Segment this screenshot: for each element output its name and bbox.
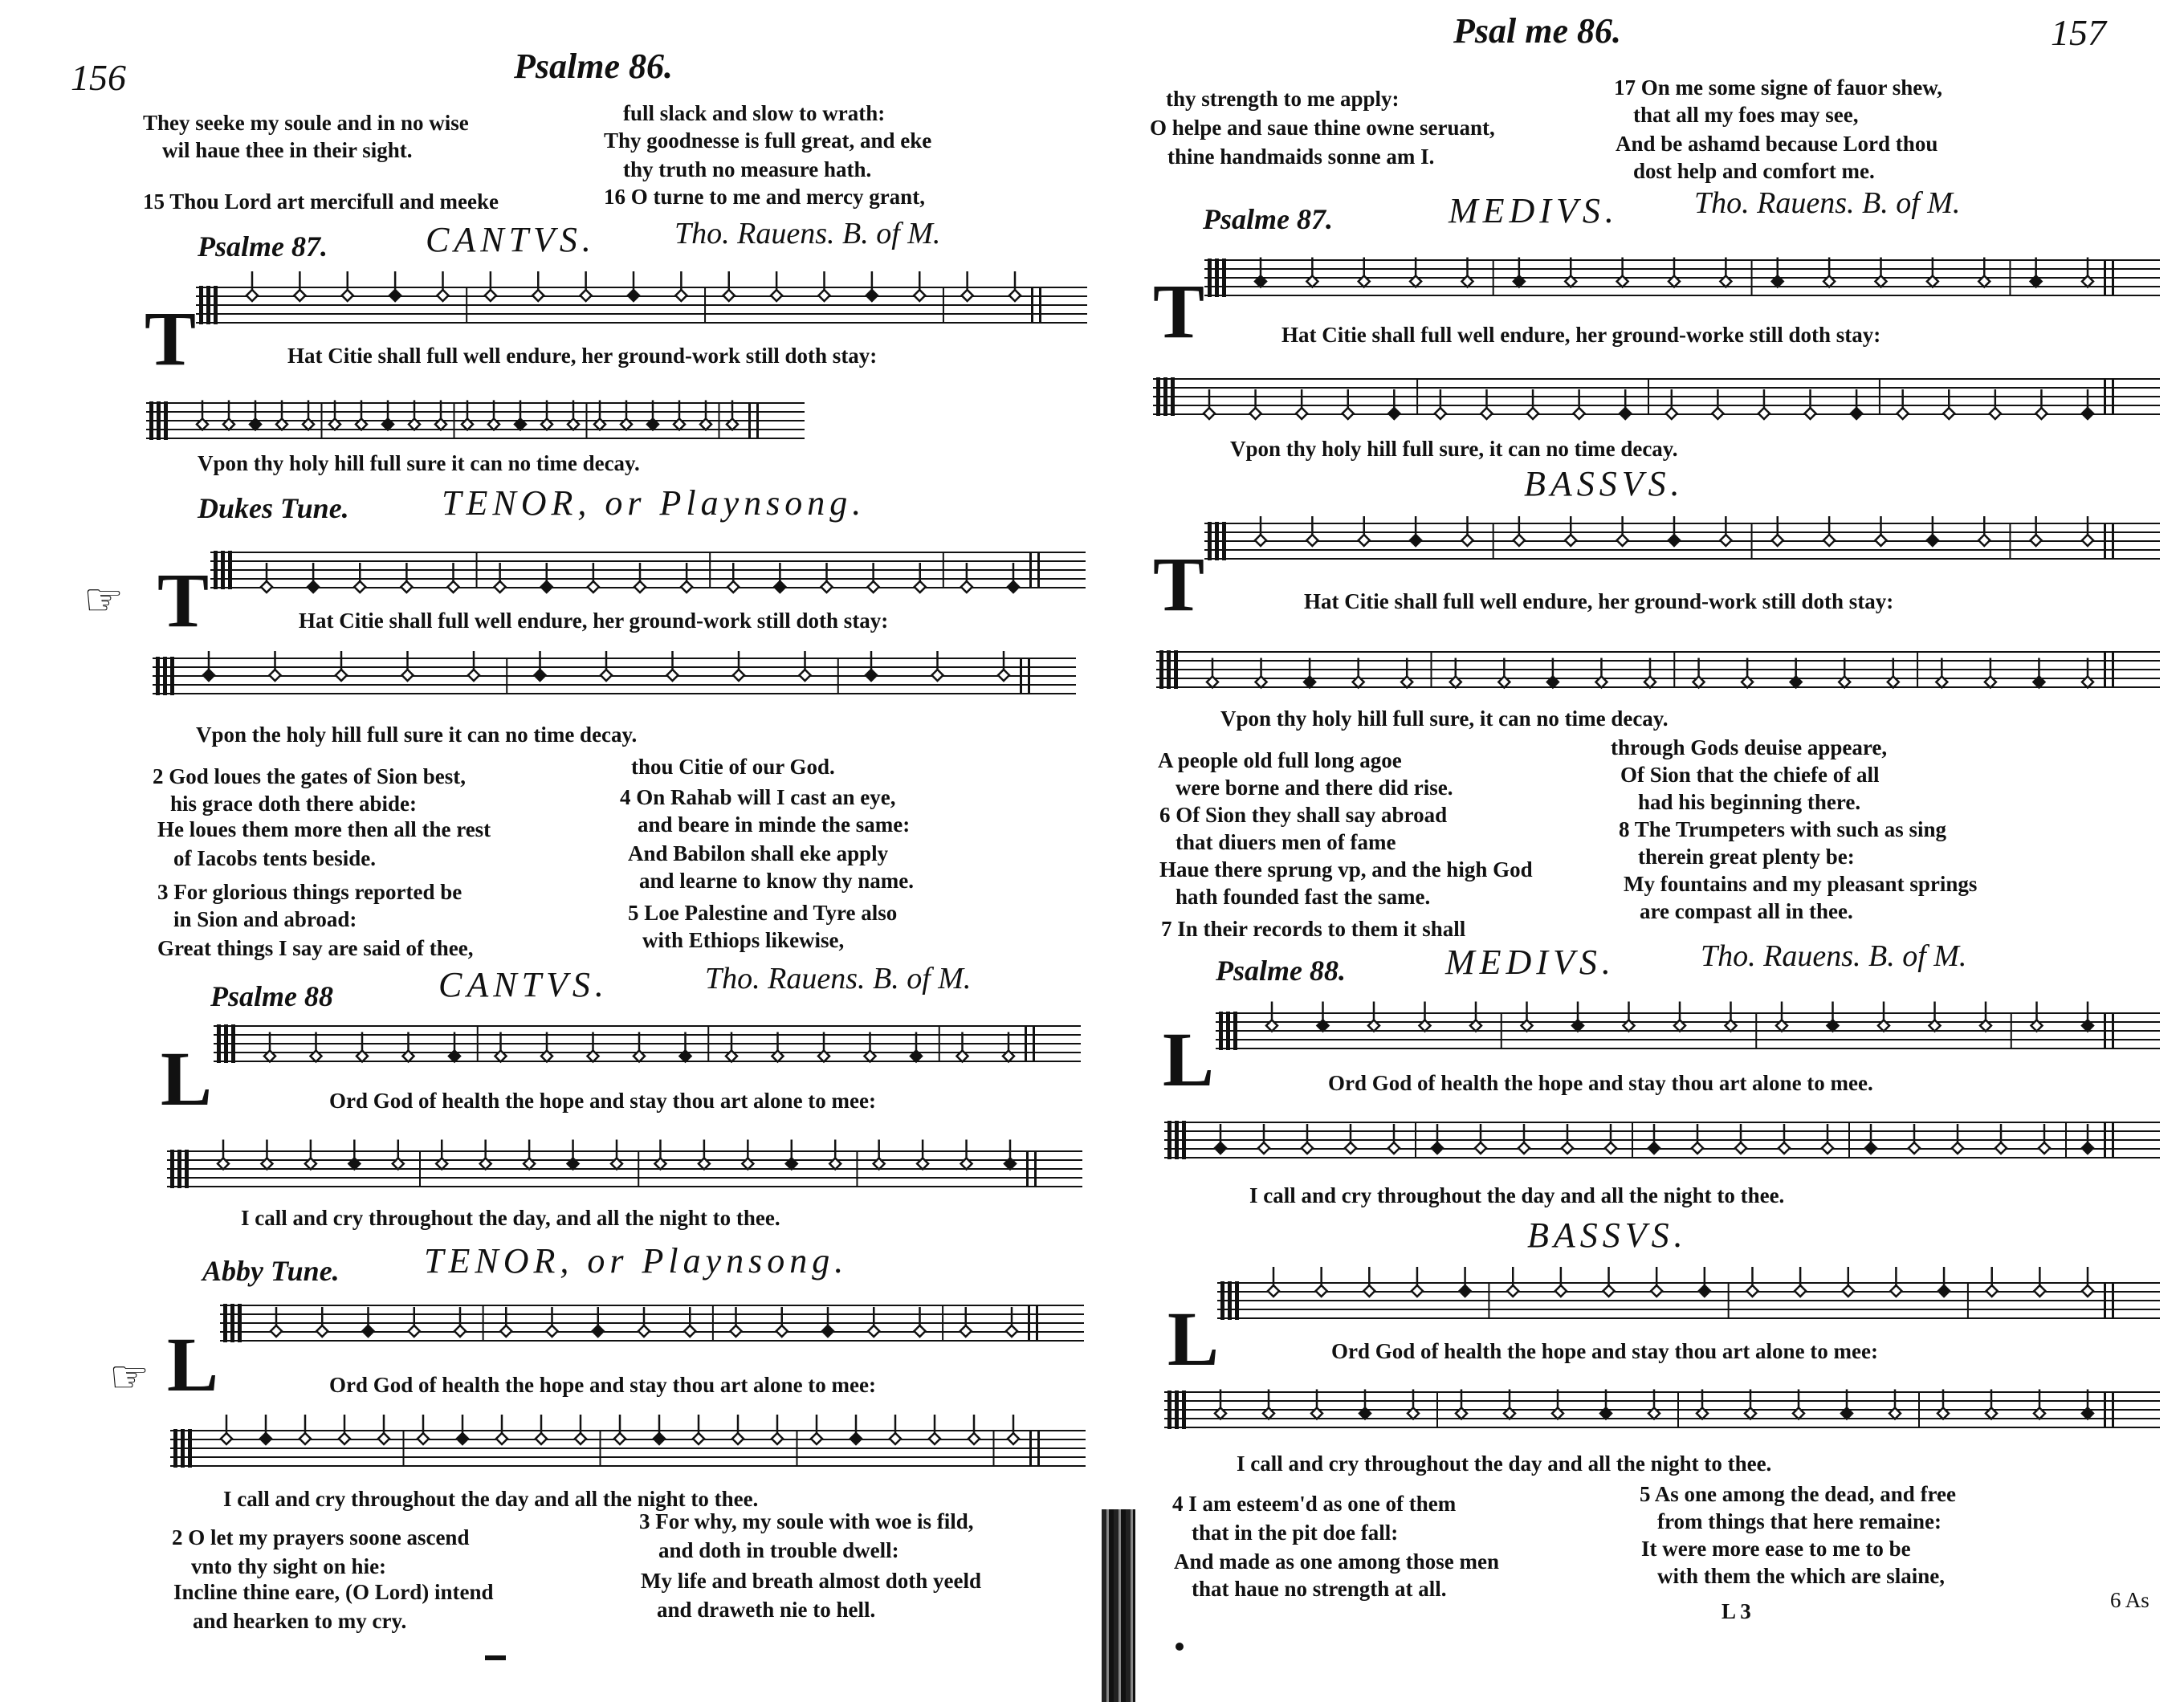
lyric-line: Hat Citie shall full well endure, her ground-work still doth stay: [299, 609, 889, 633]
text-line: Thy goodnesse is full great, and eke [604, 128, 932, 153]
verse-line: 3 For glorious things reported be [157, 880, 462, 904]
page-number: 157 [2051, 12, 2106, 53]
verse-line: He loues them more then all the rest [157, 817, 491, 841]
text-line: full slack and slow to wrath: [623, 101, 886, 125]
verse-line: that haue no strength at all. [1192, 1577, 1447, 1601]
music-staff [220, 1296, 1084, 1354]
lyric-line: Vpon thy holy hill full sure, it can no time decay. [1220, 706, 1669, 731]
verse-line: with Ethiops likewise, [642, 928, 845, 952]
music-staff [1164, 1382, 2160, 1440]
verse-line: with them the which are slaine, [1657, 1564, 1945, 1588]
verse-line: had his beginning there. [1638, 790, 1861, 814]
ink-dot [1176, 1643, 1184, 1651]
right-page [1116, 0, 2184, 1702]
verse-line: and learne to know thy name. [639, 869, 915, 893]
verse-line: Of Sion that the chiefe of all [1620, 763, 1880, 787]
signature-mark: L 3 [1722, 1599, 1751, 1623]
voice-part: MEDIVS. [1449, 191, 1619, 230]
music-staff [210, 543, 1086, 601]
lyric-line: Vpon thy holy hill full sure it can no time decay. [198, 451, 640, 475]
text-line: 15 Thou Lord art mercifull and meeke [143, 189, 499, 214]
lyric-line: Ord God of health the hope and stay thou art alone to mee. [1328, 1071, 1873, 1095]
verse-line: and doth in trouble dwell: [658, 1538, 899, 1562]
text-line: They seeke my soule and in no wise [143, 111, 469, 135]
drop-cap: T [1153, 541, 1205, 627]
verse-line: 3 For why, my soule with woe is fild, [639, 1509, 974, 1533]
verse-line: hath founded fast the same. [1176, 885, 1431, 909]
verse-line: 2 God loues the gates of Sion best, [153, 764, 467, 788]
verse-line: and draweth nie to hell. [657, 1598, 876, 1622]
voice-part: BASSVS. [1527, 1215, 1688, 1255]
verse-line: It were more ease to me to be [1641, 1537, 1911, 1561]
text-line: O helpe and saue thine owne seruant, [1150, 116, 1495, 140]
drop-cap: L [167, 1321, 219, 1407]
verse-line: that in the pit doe fall: [1192, 1521, 1399, 1545]
lyric-line: I call and cry throughout the day and all the night to thee. [223, 1487, 759, 1511]
tune-name: Abby Tune. [202, 1255, 340, 1287]
verse-line: 4 I am esteem'd as one of them [1172, 1492, 1457, 1516]
text-line: And be ashamd because Lord thou [1616, 132, 1938, 156]
music-staff [1153, 369, 2160, 427]
verse-line: his grace doth there abide: [170, 792, 417, 816]
verse-line: Great things I say are said of thee, [157, 936, 474, 960]
music-staff [1156, 642, 2160, 700]
running-head: Psal me 86. [1453, 11, 1621, 51]
text-line: wil haue thee in their sight. [162, 138, 413, 162]
verse-line: therein great plenty be: [1638, 845, 1855, 869]
voice-part: BASSVS. [1524, 464, 1685, 503]
text-line: 16 O turne to me and mercy grant, [604, 185, 925, 209]
verse-line: And Babilon shall eke apply [628, 841, 889, 865]
lyric-line: Hat Citie shall full well endure, her ground-work still doth stay: [1304, 589, 1894, 613]
text-line: 17 On me some signe of fauor shew, [1614, 75, 1942, 100]
verse-line: and hearken to my cry. [193, 1609, 407, 1633]
music-staff [167, 1142, 1082, 1199]
verse-line: My fountains and my pleasant springs [1624, 872, 1978, 896]
verse-line: from things that here remaine: [1657, 1509, 1942, 1533]
lyric-line: Ord God of health the hope and stay thou art alone to mee: [329, 1373, 876, 1397]
printer-mark [485, 1655, 506, 1660]
music-staff [1164, 1113, 2160, 1171]
catchword: 6 As [2110, 1588, 2149, 1612]
voice-part: CANTVS. [438, 965, 609, 1004]
verse-line: And made as one among those men [1174, 1549, 1500, 1574]
tune-name: Dukes Tune. [198, 492, 349, 524]
verse-line: 4 On Rahab will I cast an eye, [620, 785, 896, 809]
lyric-line: I call and cry throughout the day, and all the night to thee. [241, 1206, 780, 1230]
music-staff [1217, 1273, 2160, 1331]
composer: Tho. Rauens. B. of M. [1694, 186, 1961, 220]
lyric-line: Vpon thy holy hill full sure, it can no time decay. [1230, 437, 1678, 461]
psalm-title: Psalme 88 [210, 980, 333, 1012]
drop-cap: T [145, 295, 197, 381]
verse-line: thou Citie of our God. [631, 755, 835, 779]
drop-cap: L [1167, 1296, 1220, 1382]
composer: Tho. Rauens. B. of M. [674, 217, 941, 250]
verse-line: were borne and there did rise. [1176, 776, 1453, 800]
voice-part: CANTVS. [426, 220, 596, 259]
running-head: Psalme 86. [514, 47, 673, 86]
lyric-line: Ord God of health the hope and stay thou art alone to mee: [1331, 1339, 1878, 1363]
pointing-hand-icon: ☞ [84, 576, 124, 625]
text-line: thine handmaids sonne am I. [1167, 145, 1435, 169]
lyric-line: Vpon the holy hill full sure it can no time decay. [196, 723, 638, 747]
drop-cap: T [157, 557, 210, 643]
verse-line: and beare in minde the same: [638, 812, 911, 837]
lyric-line: Hat Citie shall full well endure, her ground-worke still doth stay: [1281, 323, 1881, 347]
page-number: 156 [71, 57, 126, 98]
text-line: dost help and comfort me. [1633, 159, 1875, 183]
verse-line: in Sion and abroad: [173, 907, 357, 931]
music-staff [153, 649, 1076, 706]
pointing-hand-icon: ☞ [109, 1353, 150, 1403]
verse-line: 5 Loe Palestine and Tyre also [628, 901, 898, 925]
music-staff [1216, 1004, 2160, 1061]
verse-line: 6 Of Sion they shall say abroad [1159, 803, 1448, 827]
verse-line: Haue there sprung vp, and the high God [1159, 857, 1533, 882]
text-line: thy strength to me apply: [1166, 87, 1400, 111]
composer: Tho. Rauens. B. of M. [705, 962, 972, 996]
music-staff [1204, 514, 2160, 572]
verse-line: 8 The Trumpeters with such as sing [1619, 817, 1947, 841]
lyric-line: Hat Citie shall full well endure, her ground-work still doth stay: [287, 344, 878, 368]
verse-line: 5 As one among the dead, and free [1640, 1482, 1957, 1506]
verse-line: are compast all in thee. [1640, 899, 1853, 923]
lyric-line: I call and cry throughout the day and all the night to thee. [1249, 1183, 1785, 1207]
verse-line: My life and breath almost doth yeeld [641, 1569, 981, 1593]
psalm-title: Psalme 87. [1203, 203, 1333, 235]
verse-line: Incline thine eare, (O Lord) intend [173, 1580, 494, 1604]
drop-cap: L [161, 1036, 213, 1122]
lyric-line: Ord God of health the hope and stay thou art alone to mee: [329, 1089, 876, 1113]
voice-part: MEDIVS. [1445, 943, 1616, 982]
psalm-title: Psalme 87. [198, 230, 328, 263]
composer: Tho. Rauens. B. of M. [1701, 939, 1967, 973]
music-staff [146, 393, 805, 451]
text-line: thy truth no measure hath. [623, 157, 872, 181]
verse-line: 7 In their records to them it shall [1161, 917, 1466, 941]
verse-line: 2 O let my prayers soone ascend [172, 1525, 470, 1549]
drop-cap: T [1153, 268, 1205, 354]
music-staff [170, 1421, 1086, 1479]
verse-line: A people old full long agoe [1158, 748, 1402, 772]
psalm-title: Psalme 88. [1216, 955, 1346, 987]
text-line: that all my foes may see, [1633, 103, 1859, 127]
music-staff [1204, 250, 2160, 308]
verse-line: of Iacobs tents beside. [173, 846, 377, 870]
verse-line: through Gods deuise appeare, [1611, 735, 1888, 759]
voice-part: TENOR, or Playnsong. [442, 483, 866, 523]
music-staff [196, 278, 1087, 336]
lyric-line: I call and cry throughout the day and all the night to thee. [1237, 1452, 1772, 1476]
voice-part: TENOR, or Playnsong. [424, 1241, 849, 1281]
verse-line: vnto thy sight on hie: [191, 1554, 387, 1578]
music-staff [214, 1016, 1081, 1074]
drop-cap: L [1163, 1016, 1215, 1102]
verse-line: that diuers men of fame [1176, 830, 1396, 854]
